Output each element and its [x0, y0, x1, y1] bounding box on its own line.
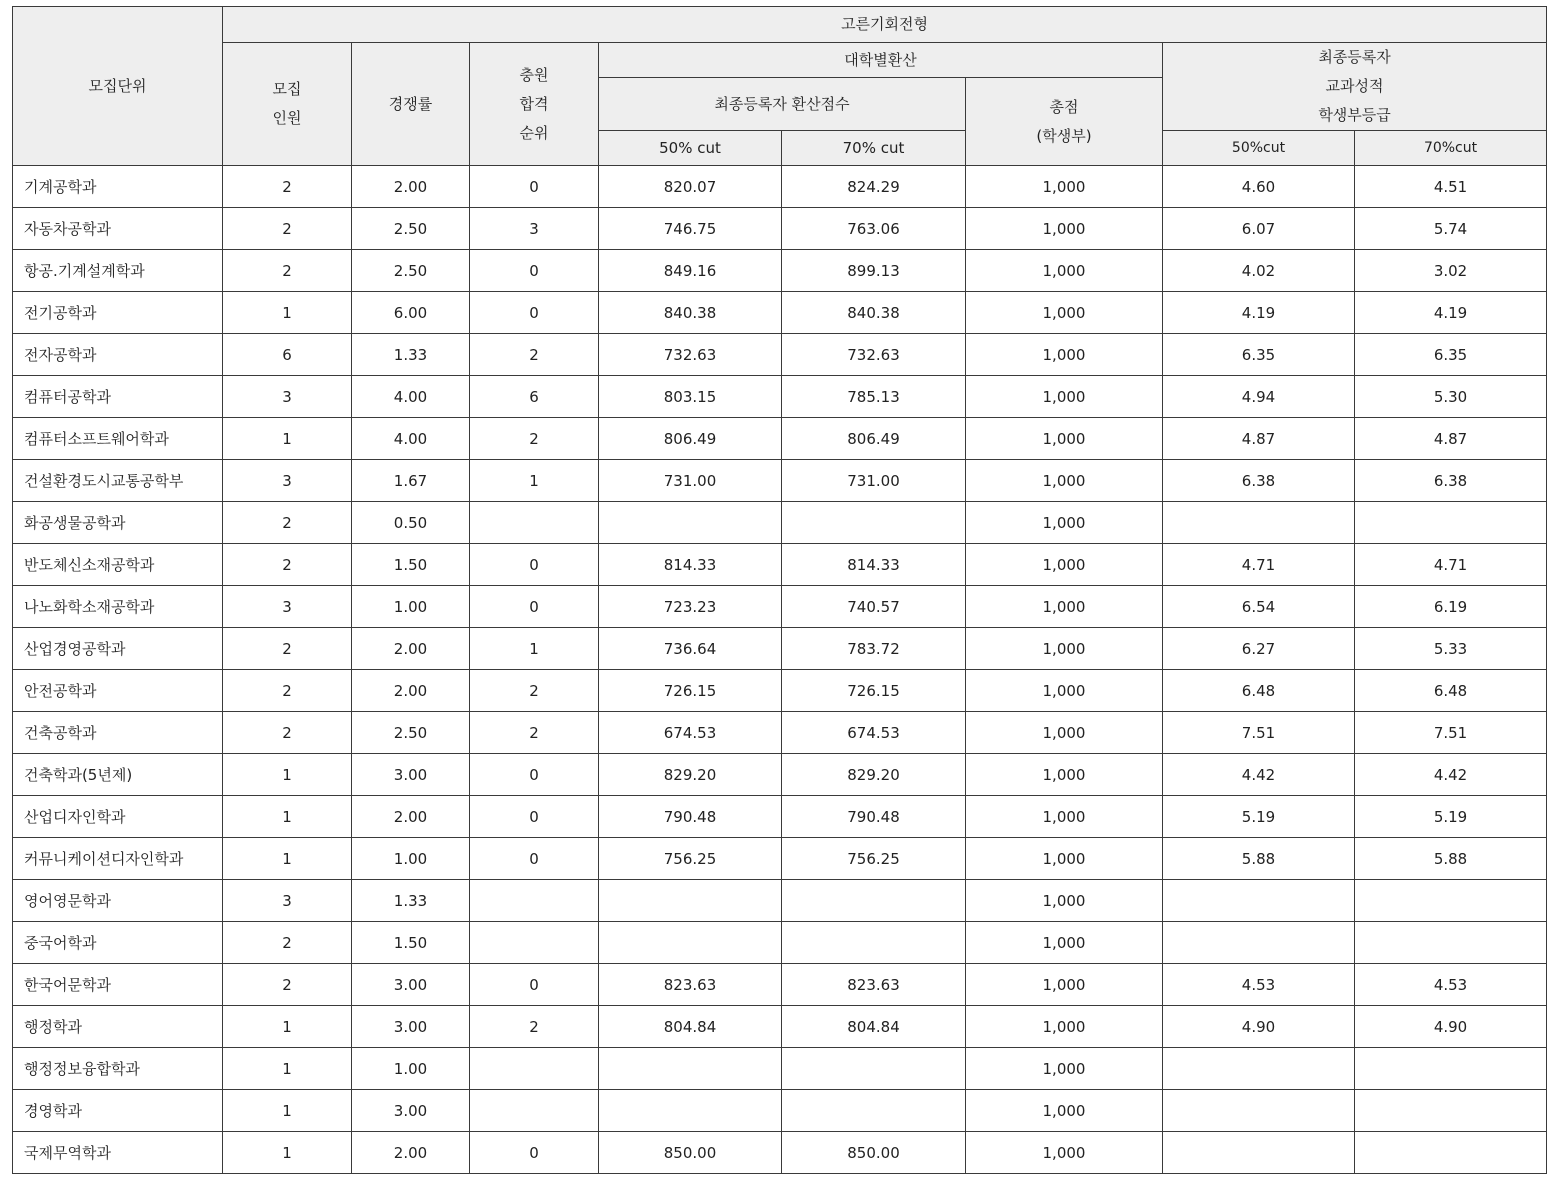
cell-grade-70 — [1355, 880, 1547, 922]
cell-score-50: 756.25 — [599, 838, 782, 880]
cell-total: 1,000 — [966, 502, 1163, 544]
cell-grade-70: 5.30 — [1355, 376, 1547, 418]
cell-ratio: 1.00 — [352, 586, 470, 628]
table-row — [13, 1048, 1547, 1090]
cell-grade-70: 5.33 — [1355, 628, 1547, 670]
cell-grade-70: 4.19 — [1355, 292, 1547, 334]
cell-quota: 1 — [223, 418, 352, 460]
table-header — [13, 7, 1547, 166]
cell-quota: 1 — [223, 838, 352, 880]
cell-unit: 반도체신소재공학과 — [13, 544, 223, 586]
cell-quota: 3 — [223, 460, 352, 502]
cell-score-70: 785.13 — [782, 376, 966, 418]
cell-ratio: 2.00 — [352, 166, 470, 208]
cell-quota: 2 — [223, 628, 352, 670]
cell-score-70 — [782, 502, 966, 544]
cell-grade-50: 6.38 — [1163, 460, 1355, 502]
cell-quota: 2 — [223, 166, 352, 208]
cell-supplement: 0 — [470, 292, 599, 334]
cell-unit: 화공생물공학과 — [13, 502, 223, 544]
cell-grade-50: 4.71 — [1163, 544, 1355, 586]
cell-grade-50: 4.19 — [1163, 292, 1355, 334]
cell-total: 1,000 — [966, 166, 1163, 208]
cell-ratio: 2.50 — [352, 250, 470, 292]
cell-score-50 — [599, 1048, 782, 1090]
table-row — [13, 628, 1547, 670]
cell-total: 1,000 — [966, 1132, 1163, 1174]
cell-total: 1,000 — [966, 754, 1163, 796]
cell-grade-50: 6.54 — [1163, 586, 1355, 628]
cell-supplement: 6 — [470, 376, 599, 418]
table-row — [13, 670, 1547, 712]
cell-score-50 — [599, 502, 782, 544]
cell-score-70 — [782, 1048, 966, 1090]
cell-supplement: 0 — [470, 754, 599, 796]
cell-grade-50: 4.60 — [1163, 166, 1355, 208]
cell-score-70: 850.00 — [782, 1132, 966, 1174]
table-row — [13, 376, 1547, 418]
table-row — [13, 460, 1547, 502]
cell-score-50: 723.23 — [599, 586, 782, 628]
cell-quota: 2 — [223, 712, 352, 754]
header-supplement — [470, 43, 599, 166]
cell-score-70: 763.06 — [782, 208, 966, 250]
table-row — [13, 880, 1547, 922]
cell-score-50 — [599, 1090, 782, 1132]
cell-grade-50 — [1163, 1048, 1355, 1090]
cell-quota: 1 — [223, 292, 352, 334]
cell-total: 1,000 — [966, 544, 1163, 586]
cell-grade-70: 6.19 — [1355, 586, 1547, 628]
cell-total: 1,000 — [966, 586, 1163, 628]
header-grade-cut70: 70%cut — [1355, 131, 1547, 166]
cell-supplement: 0 — [470, 796, 599, 838]
table-row — [13, 796, 1547, 838]
cell-ratio: 3.00 — [352, 964, 470, 1006]
cell-unit: 전자공학과 — [13, 334, 223, 376]
cell-quota: 2 — [223, 208, 352, 250]
cell-total: 1,000 — [966, 208, 1163, 250]
cell-score-50: 804.84 — [599, 1006, 782, 1048]
cell-score-50: 674.53 — [599, 712, 782, 754]
cell-unit: 한국어문학과 — [13, 964, 223, 1006]
header-total-line2: (학생부) — [1036, 126, 1092, 145]
cell-unit: 건축공학과 — [13, 712, 223, 754]
table-row — [13, 544, 1547, 586]
cell-grade-50: 4.42 — [1163, 754, 1355, 796]
cell-score-50: 803.15 — [599, 376, 782, 418]
cell-score-50 — [599, 880, 782, 922]
cell-supplement: 3 — [470, 208, 599, 250]
cell-ratio: 2.00 — [352, 670, 470, 712]
cell-supplement: 0 — [470, 250, 599, 292]
cell-grade-70: 4.53 — [1355, 964, 1547, 1006]
cell-grade-50 — [1163, 1090, 1355, 1132]
cell-grade-50: 5.19 — [1163, 796, 1355, 838]
cell-supplement: 2 — [470, 334, 599, 376]
cell-total: 1,000 — [966, 964, 1163, 1006]
table-row — [13, 586, 1547, 628]
cell-score-50: 806.49 — [599, 418, 782, 460]
cell-quota: 1 — [223, 1090, 352, 1132]
cell-supplement: 2 — [470, 418, 599, 460]
cell-ratio: 1.50 — [352, 544, 470, 586]
cell-grade-70: 7.51 — [1355, 712, 1547, 754]
cell-score-70: 824.29 — [782, 166, 966, 208]
cell-total: 1,000 — [966, 334, 1163, 376]
cell-grade-50 — [1163, 880, 1355, 922]
cell-ratio: 2.00 — [352, 796, 470, 838]
cell-score-70: 740.57 — [782, 586, 966, 628]
cell-grade-70: 4.51 — [1355, 166, 1547, 208]
cell-grade-50: 4.02 — [1163, 250, 1355, 292]
cell-total: 1,000 — [966, 922, 1163, 964]
cell-unit: 컴퓨터공학과 — [13, 376, 223, 418]
cell-grade-50: 5.88 — [1163, 838, 1355, 880]
header-supplement-line3: 순위 — [519, 123, 549, 142]
cell-ratio: 3.00 — [352, 1090, 470, 1132]
cell-total: 1,000 — [966, 460, 1163, 502]
cell-grade-70 — [1355, 1132, 1547, 1174]
table-body — [13, 166, 1547, 1174]
cell-grade-50 — [1163, 502, 1355, 544]
table-row — [13, 1090, 1547, 1132]
cell-quota: 1 — [223, 1048, 352, 1090]
cell-grade-70: 4.71 — [1355, 544, 1547, 586]
table-row — [13, 1132, 1547, 1174]
cell-grade-70 — [1355, 1090, 1547, 1132]
cell-supplement: 1 — [470, 460, 599, 502]
cell-grade-50: 6.48 — [1163, 670, 1355, 712]
cell-supplement: 2 — [470, 1006, 599, 1048]
cell-ratio: 1.00 — [352, 1048, 470, 1090]
cell-unit: 영어영문학과 — [13, 880, 223, 922]
cell-score-70: 899.13 — [782, 250, 966, 292]
cell-score-70 — [782, 922, 966, 964]
cell-score-70: 783.72 — [782, 628, 966, 670]
cell-quota: 3 — [223, 586, 352, 628]
cell-unit: 나노화학소재공학과 — [13, 586, 223, 628]
cell-grade-70: 5.19 — [1355, 796, 1547, 838]
cell-score-70: 804.84 — [782, 1006, 966, 1048]
header-final-grade-line3: 학생부등급 — [1318, 106, 1391, 124]
cell-score-70: 823.63 — [782, 964, 966, 1006]
table-row — [13, 838, 1547, 880]
header-total-line1: 총점 — [1049, 97, 1079, 116]
cell-ratio: 1.00 — [352, 838, 470, 880]
cell-total: 1,000 — [966, 880, 1163, 922]
table-row — [13, 712, 1547, 754]
header-total — [966, 78, 1163, 166]
cell-total: 1,000 — [966, 376, 1163, 418]
cell-score-50: 849.16 — [599, 250, 782, 292]
cell-ratio: 3.00 — [352, 754, 470, 796]
cell-grade-50: 6.35 — [1163, 334, 1355, 376]
cell-ratio: 0.50 — [352, 502, 470, 544]
cell-unit: 경영학과 — [13, 1090, 223, 1132]
cell-grade-50 — [1163, 1132, 1355, 1174]
cell-score-70: 674.53 — [782, 712, 966, 754]
cell-score-50: 820.07 — [599, 166, 782, 208]
cell-grade-70: 6.48 — [1355, 670, 1547, 712]
header-unit: 모집단위 — [13, 7, 223, 166]
cell-grade-70: 5.88 — [1355, 838, 1547, 880]
cell-unit: 자동차공학과 — [13, 208, 223, 250]
cell-total: 1,000 — [966, 418, 1163, 460]
cell-grade-70: 6.38 — [1355, 460, 1547, 502]
cell-ratio: 4.00 — [352, 376, 470, 418]
header-final-grade-line2: 교과성적 — [1325, 77, 1384, 95]
cell-total: 1,000 — [966, 796, 1163, 838]
cell-unit: 전기공학과 — [13, 292, 223, 334]
cell-grade-50: 6.27 — [1163, 628, 1355, 670]
cell-supplement — [470, 502, 599, 544]
cell-ratio: 2.50 — [352, 712, 470, 754]
cell-quota: 2 — [223, 250, 352, 292]
cell-score-50: 850.00 — [599, 1132, 782, 1174]
header-supplement-line1: 충원 — [519, 65, 549, 84]
cell-supplement — [470, 880, 599, 922]
cell-ratio: 2.50 — [352, 208, 470, 250]
cell-score-50: 814.33 — [599, 544, 782, 586]
header-ratio: 경쟁률 — [352, 43, 470, 166]
cell-grade-70: 4.90 — [1355, 1006, 1547, 1048]
cell-quota: 2 — [223, 544, 352, 586]
cell-supplement: 0 — [470, 544, 599, 586]
cell-ratio: 2.00 — [352, 628, 470, 670]
table-row — [13, 502, 1547, 544]
table-row — [13, 922, 1547, 964]
cell-total: 1,000 — [966, 250, 1163, 292]
table-row — [13, 334, 1547, 376]
cell-supplement — [470, 922, 599, 964]
header-quota-line1: 모집 — [272, 80, 302, 98]
cell-grade-70: 4.42 — [1355, 754, 1547, 796]
cell-supplement: 1 — [470, 628, 599, 670]
cell-ratio: 1.33 — [352, 880, 470, 922]
cell-score-70 — [782, 1090, 966, 1132]
cell-grade-70 — [1355, 502, 1547, 544]
cell-unit: 산업디자인학과 — [13, 796, 223, 838]
cell-unit: 국제무역학과 — [13, 1132, 223, 1174]
cell-grade-70 — [1355, 1048, 1547, 1090]
cell-unit: 건설환경도시교통공학부 — [13, 460, 223, 502]
cell-quota: 2 — [223, 964, 352, 1006]
cell-ratio: 4.00 — [352, 418, 470, 460]
header-univ-conv: 대학별환산 — [599, 43, 1163, 78]
cell-score-70: 731.00 — [782, 460, 966, 502]
cell-quota: 1 — [223, 1132, 352, 1174]
header-final-grade — [1163, 43, 1547, 131]
cell-unit: 건축학과(5년제) — [13, 754, 223, 796]
cell-unit: 산업경영공학과 — [13, 628, 223, 670]
cell-supplement: 0 — [470, 1132, 599, 1174]
cell-quota: 1 — [223, 796, 352, 838]
cell-supplement — [470, 1090, 599, 1132]
cell-quota: 3 — [223, 880, 352, 922]
cell-grade-70: 6.35 — [1355, 334, 1547, 376]
cell-score-50: 736.64 — [599, 628, 782, 670]
table-row — [13, 292, 1547, 334]
cell-quota: 2 — [223, 922, 352, 964]
header-cut50: 50% cut — [599, 131, 782, 166]
cell-total: 1,000 — [966, 712, 1163, 754]
cell-supplement — [470, 1048, 599, 1090]
admission-results-table — [12, 6, 1547, 1174]
cell-unit: 커뮤니케이션디자인학과 — [13, 838, 223, 880]
header-supplement-line2: 합격 — [519, 94, 549, 113]
table-row — [13, 250, 1547, 292]
cell-grade-50: 4.94 — [1163, 376, 1355, 418]
cell-supplement: 0 — [470, 838, 599, 880]
table-row — [13, 1006, 1547, 1048]
cell-total: 1,000 — [966, 1090, 1163, 1132]
cell-grade-70: 5.74 — [1355, 208, 1547, 250]
cell-total: 1,000 — [966, 670, 1163, 712]
cell-score-70: 829.20 — [782, 754, 966, 796]
cell-total: 1,000 — [966, 1006, 1163, 1048]
cell-ratio: 3.00 — [352, 1006, 470, 1048]
cell-quota: 3 — [223, 376, 352, 418]
cell-grade-50: 4.87 — [1163, 418, 1355, 460]
header-final-conv-score: 최종등록자 환산점수 — [599, 78, 966, 131]
cell-score-50 — [599, 922, 782, 964]
cell-quota: 6 — [223, 334, 352, 376]
cell-unit: 안전공학과 — [13, 670, 223, 712]
header-quota — [223, 43, 352, 166]
cell-ratio: 1.33 — [352, 334, 470, 376]
cell-unit: 항공.기계설계학과 — [13, 250, 223, 292]
cell-score-50: 746.75 — [599, 208, 782, 250]
cell-grade-50: 4.53 — [1163, 964, 1355, 1006]
cell-score-70: 726.15 — [782, 670, 966, 712]
table-row — [13, 754, 1547, 796]
cell-score-50: 823.63 — [599, 964, 782, 1006]
cell-score-50: 790.48 — [599, 796, 782, 838]
cell-unit: 기계공학과 — [13, 166, 223, 208]
table-row — [13, 418, 1547, 460]
cell-grade-50: 4.90 — [1163, 1006, 1355, 1048]
header-cut70: 70% cut — [782, 131, 966, 166]
cell-quota: 1 — [223, 1006, 352, 1048]
cell-score-50: 731.00 — [599, 460, 782, 502]
cell-score-70: 756.25 — [782, 838, 966, 880]
cell-quota: 1 — [223, 754, 352, 796]
cell-unit: 행정학과 — [13, 1006, 223, 1048]
cell-score-70: 806.49 — [782, 418, 966, 460]
table-row — [13, 208, 1547, 250]
cell-total: 1,000 — [966, 292, 1163, 334]
cell-ratio: 6.00 — [352, 292, 470, 334]
cell-score-50: 829.20 — [599, 754, 782, 796]
cell-score-70: 840.38 — [782, 292, 966, 334]
cell-unit: 행정정보융합학과 — [13, 1048, 223, 1090]
cell-unit: 중국어학과 — [13, 922, 223, 964]
cell-supplement: 0 — [470, 166, 599, 208]
cell-supplement: 0 — [470, 964, 599, 1006]
cell-grade-70: 4.87 — [1355, 418, 1547, 460]
cell-grade-50: 7.51 — [1163, 712, 1355, 754]
cell-total: 1,000 — [966, 838, 1163, 880]
cell-total: 1,000 — [966, 1048, 1163, 1090]
cell-unit: 컴퓨터소프트웨어학과 — [13, 418, 223, 460]
header-quota-line2: 인원 — [272, 109, 302, 127]
cell-quota: 2 — [223, 670, 352, 712]
table-row — [13, 964, 1547, 1006]
cell-score-50: 732.63 — [599, 334, 782, 376]
header-final-grade-line1: 최종등록자 — [1318, 48, 1391, 66]
cell-ratio: 1.50 — [352, 922, 470, 964]
cell-score-70 — [782, 880, 966, 922]
cell-grade-50 — [1163, 922, 1355, 964]
cell-score-50: 840.38 — [599, 292, 782, 334]
cell-supplement: 0 — [470, 586, 599, 628]
cell-grade-70 — [1355, 922, 1547, 964]
cell-supplement: 2 — [470, 670, 599, 712]
cell-ratio: 1.67 — [352, 460, 470, 502]
cell-total: 1,000 — [966, 628, 1163, 670]
cell-ratio: 2.00 — [352, 1132, 470, 1174]
header-grade-cut50: 50%cut — [1163, 131, 1355, 166]
cell-score-50: 726.15 — [599, 670, 782, 712]
cell-score-70: 790.48 — [782, 796, 966, 838]
cell-grade-50: 6.07 — [1163, 208, 1355, 250]
cell-supplement: 2 — [470, 712, 599, 754]
cell-grade-70: 3.02 — [1355, 250, 1547, 292]
cell-score-70: 814.33 — [782, 544, 966, 586]
cell-quota: 2 — [223, 502, 352, 544]
header-group: 고른기회전형 — [223, 7, 1547, 43]
table-row — [13, 166, 1547, 208]
cell-score-70: 732.63 — [782, 334, 966, 376]
